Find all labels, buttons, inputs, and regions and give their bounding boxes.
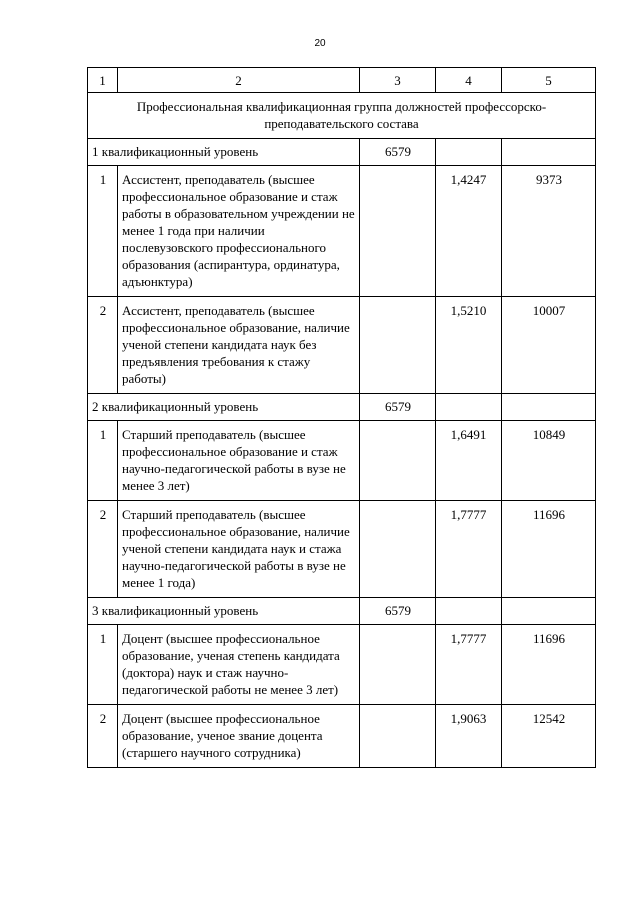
salary: 12542 bbox=[502, 705, 596, 768]
row-number: 2 bbox=[88, 705, 118, 768]
row-number: 2 bbox=[88, 501, 118, 598]
salary: 10849 bbox=[502, 421, 596, 501]
column-header: 4 bbox=[436, 68, 502, 93]
table-row bbox=[88, 705, 596, 768]
coefficient: 1,6491 bbox=[436, 421, 502, 501]
empty-cell bbox=[436, 139, 502, 166]
empty-cell bbox=[502, 598, 596, 625]
position-description: Доцент (высшее профессиональное образование, ученое звание доцента (старшего научного сотрудника) bbox=[118, 705, 360, 768]
row-number: 1 bbox=[88, 625, 118, 705]
base-salary: 6579 bbox=[360, 598, 436, 625]
table-row bbox=[88, 501, 596, 598]
empty-cell bbox=[360, 421, 436, 501]
table-row bbox=[88, 166, 596, 297]
salary: 9373 bbox=[502, 166, 596, 297]
page-number: 20 bbox=[314, 38, 326, 49]
row-number: 2 bbox=[88, 297, 118, 394]
table-row bbox=[88, 297, 596, 394]
base-salary: 6579 bbox=[360, 139, 436, 166]
position-description: Доцент (высшее профессиональное образование, ученая степень кандидата (доктора) наук и стаж научно-педагогической работы не менее 3 лет) bbox=[118, 625, 360, 705]
group-title: Профессиональная квалификационная группа должностей профессорско-преподавательского состава bbox=[88, 93, 596, 139]
row-number: 1 bbox=[88, 166, 118, 297]
empty-cell bbox=[360, 501, 436, 598]
empty-cell bbox=[360, 297, 436, 394]
salary: 11696 bbox=[502, 501, 596, 598]
empty-cell bbox=[360, 705, 436, 768]
position-description: Старший преподаватель (высшее профессиональное образование и стаж научно-педагогической работы в вузе не менее 3 лет) bbox=[118, 421, 360, 501]
coefficient: 1,7777 bbox=[436, 625, 502, 705]
position-description: Ассистент, преподаватель (высшее профессиональное образование, наличие ученой степени кандидата наук без предъявления требования к стажу работы) bbox=[118, 297, 360, 394]
column-header: 3 bbox=[360, 68, 436, 93]
column-header: 1 bbox=[88, 68, 118, 93]
base-salary: 6579 bbox=[360, 394, 436, 421]
row-number: 1 bbox=[88, 421, 118, 501]
table-row bbox=[88, 625, 596, 705]
empty-cell bbox=[502, 394, 596, 421]
empty-cell bbox=[360, 166, 436, 297]
table-row bbox=[88, 421, 596, 501]
salary: 11696 bbox=[502, 625, 596, 705]
qualification-level-row bbox=[88, 394, 596, 421]
qualification-level-row bbox=[88, 598, 596, 625]
level-label: 2 квалификационный уровень bbox=[88, 394, 360, 421]
coefficient: 1,9063 bbox=[436, 705, 502, 768]
empty-cell bbox=[502, 139, 596, 166]
qualification-level-row bbox=[88, 139, 596, 166]
level-label: 1 квалификационный уровень bbox=[88, 139, 360, 166]
salary-table bbox=[87, 67, 596, 768]
empty-cell bbox=[436, 598, 502, 625]
empty-cell bbox=[360, 625, 436, 705]
column-header: 2 bbox=[118, 68, 360, 93]
position-description: Ассистент, преподаватель (высшее профессиональное образование и стаж работы в образовательном учреждении не менее 1 года при наличии послевузовского профессионального образования (аспирантура, ординатура, адъюнктура) bbox=[118, 166, 360, 297]
column-header: 5 bbox=[502, 68, 596, 93]
empty-cell bbox=[436, 394, 502, 421]
group-title-row bbox=[88, 93, 596, 139]
coefficient: 1,5210 bbox=[436, 297, 502, 394]
coefficient: 1,7777 bbox=[436, 501, 502, 598]
column-number-header-row bbox=[88, 68, 596, 93]
position-description: Старший преподаватель (высшее профессиональное образование, наличие ученой степени кандидата наук и стажа научно-педагогической работы в вузе не менее 1 года) bbox=[118, 501, 360, 598]
level-label: 3 квалификационный уровень bbox=[88, 598, 360, 625]
salary: 10007 bbox=[502, 297, 596, 394]
coefficient: 1,4247 bbox=[436, 166, 502, 297]
